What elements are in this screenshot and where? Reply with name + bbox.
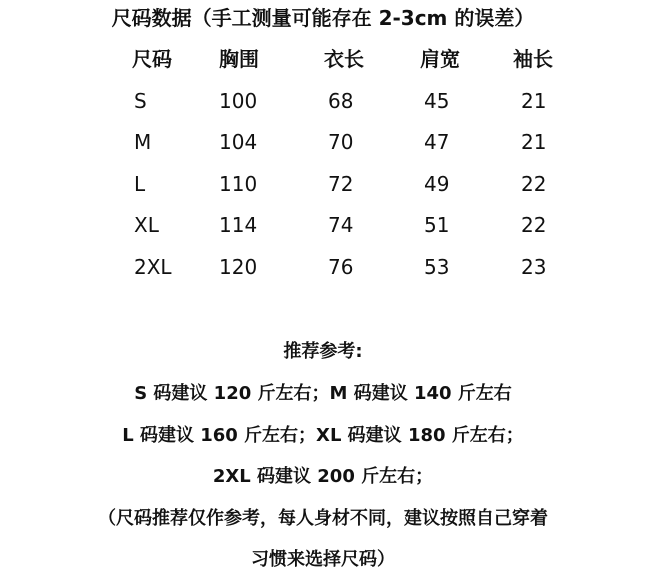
size-table <box>0 44 646 293</box>
cell-size: XL <box>134 213 159 237</box>
cell-size: M <box>134 130 152 154</box>
cell-length: 74 <box>328 213 354 237</box>
cell-size: S <box>134 88 147 113</box>
cell-length: 72 <box>328 171 354 196</box>
table-row <box>0 127 646 169</box>
table-row <box>0 210 646 252</box>
header-chest: 胸围 <box>219 47 259 71</box>
cell-sleeve: 22 <box>521 171 547 196</box>
cell-chest: 104 <box>219 130 258 154</box>
cell-sleeve: 23 <box>521 254 547 279</box>
cell-length: 70 <box>328 130 354 154</box>
header-sleeve: 袖长 <box>513 47 553 71</box>
cell-sleeve: 21 <box>521 88 547 113</box>
cell-sleeve: 22 <box>521 213 547 237</box>
cell-chest: 120 <box>219 254 258 279</box>
cell-shoulder: 53 <box>424 254 450 279</box>
table-row <box>0 252 646 294</box>
table-header-row <box>0 44 646 86</box>
header-size: 尺码 <box>132 47 172 71</box>
cell-chest: 114 <box>219 213 258 237</box>
cell-shoulder: 49 <box>424 171 450 196</box>
cell-sleeve: 21 <box>521 130 547 154</box>
page-title: 尺码数据（手工测量可能存在 2-3cm 的误差） <box>111 6 535 30</box>
recommendation-heading: 推荐参考: <box>283 341 363 362</box>
cell-chest: 110 <box>219 171 258 196</box>
recommendation-note-line-1: （尺码推荐仅作参考，每人身材不同，建议按照自己穿着 <box>98 508 548 529</box>
cell-shoulder: 51 <box>424 213 450 237</box>
table-row <box>0 86 646 128</box>
cell-length: 68 <box>328 88 354 113</box>
table-row <box>0 169 646 211</box>
recommendation-note-line-2: 习惯来选择尺码） <box>251 549 395 570</box>
header-shoulder: 肩宽 <box>420 47 460 71</box>
cell-size: L <box>134 171 146 196</box>
recommendation-line-3: 2XL 码建议 200 斤左右； <box>212 466 434 487</box>
recommendation-line-1: S 码建议 120 斤左右；M 码建议 140 斤左右 <box>134 383 512 404</box>
cell-shoulder: 45 <box>424 88 450 113</box>
cell-length: 76 <box>328 254 354 279</box>
recommendation-line-2: L 码建议 160 斤左右；XL 码建议 180 斤左右； <box>122 425 524 446</box>
cell-shoulder: 47 <box>424 130 450 154</box>
header-length: 衣长 <box>324 47 364 71</box>
cell-chest: 100 <box>219 88 258 113</box>
cell-size: 2XL <box>134 254 172 279</box>
